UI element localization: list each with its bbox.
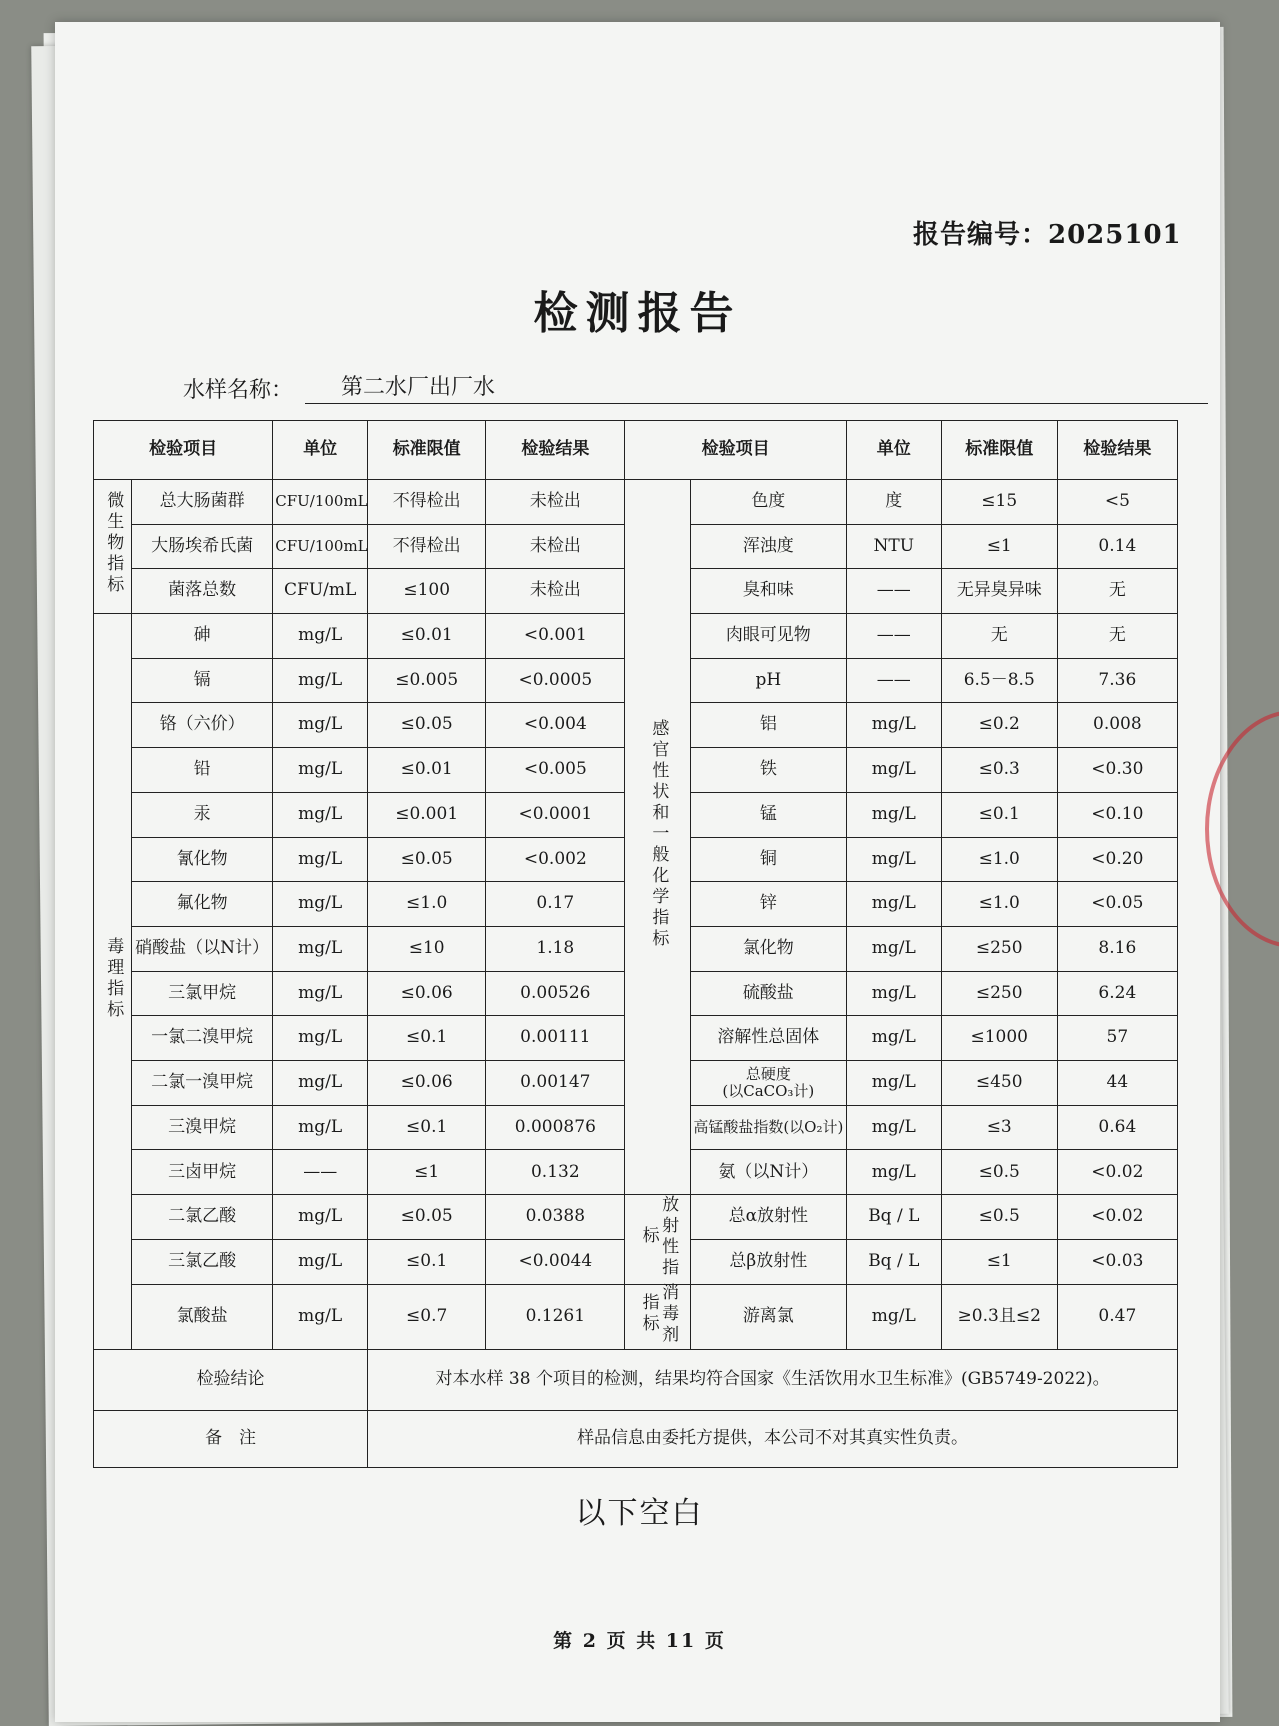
right-limit: ≤1000 [941, 1016, 1057, 1061]
right-result: <0.20 [1057, 837, 1177, 882]
right-unit: —— [846, 569, 941, 614]
left-unit: mg/L [273, 658, 368, 703]
right-result: <0.02 [1057, 1195, 1177, 1240]
sample-name-label: 水样名称： [183, 378, 294, 403]
right-item: 总硬度 (以CaCO₃计) [690, 1061, 846, 1106]
right-item: 色度 [690, 479, 846, 524]
left-limit: ≤1 [368, 1150, 486, 1195]
left-limit: ≤0.1 [368, 1105, 486, 1150]
left-item: 氟化物 [131, 882, 272, 927]
right-unit: mg/L [846, 1284, 941, 1350]
right-result: <0.02 [1057, 1150, 1177, 1195]
left-result: 0.132 [486, 1150, 625, 1195]
right-unit: NTU [846, 524, 941, 569]
left-item: 三氯乙酸 [131, 1239, 272, 1284]
left-limit: ≤0.06 [368, 1061, 486, 1106]
left-result: 0.00111 [486, 1016, 625, 1061]
group-micro [94, 479, 132, 613]
header-result-right: 检验结果 [1057, 421, 1177, 480]
left-item: 镉 [131, 658, 272, 703]
right-result: 57 [1057, 1016, 1177, 1061]
right-result: 44 [1057, 1061, 1177, 1106]
left-limit: 不得检出 [368, 479, 486, 524]
left-unit: CFU/100mL [273, 479, 368, 524]
right-limit: ≤0.1 [941, 792, 1057, 837]
left-item: 大肠埃希氏菌 [131, 524, 272, 569]
right-item: 锰 [690, 792, 846, 837]
group-micro-text: 微生物指标 [103, 491, 124, 597]
right-item: 总α放射性 [690, 1195, 846, 1240]
right-limit: 无异臭异味 [941, 569, 1057, 614]
right-unit: mg/L [846, 1150, 941, 1195]
group-toxic-text: 毒理指标 [103, 936, 124, 1021]
right-limit: 无 [941, 614, 1057, 659]
right-item: 总β放射性 [690, 1239, 846, 1284]
group-radio [625, 1195, 690, 1284]
report-title: 检测报告 [533, 288, 742, 339]
left-result: 0.17 [486, 882, 625, 927]
right-limit: ≤1 [941, 1239, 1057, 1284]
left-item: 二氯一溴甲烷 [131, 1061, 272, 1106]
right-unit: mg/L [846, 748, 941, 793]
right-limit: 6.5－8.5 [941, 658, 1057, 703]
left-result: 未检出 [486, 479, 625, 524]
left-result: 0.000876 [486, 1105, 625, 1150]
header-unit-right: 单位 [846, 421, 941, 480]
right-limit: ≤250 [941, 971, 1057, 1016]
group-sensory [625, 479, 690, 1194]
left-result: <0.0005 [486, 658, 625, 703]
table-row [94, 1284, 1178, 1350]
left-limit: ≤0.005 [368, 658, 486, 703]
right-limit: ≤0.2 [941, 703, 1057, 748]
right-item: 氨（以N计） [690, 1150, 846, 1195]
right-limit: ≤1 [941, 524, 1057, 569]
right-unit: mg/L [846, 1105, 941, 1150]
left-result: <0.005 [486, 748, 625, 793]
right-result: 0.47 [1057, 1284, 1177, 1350]
conclusion-text: 对本水样 38 个项目的检测，结果均符合国家《生活饮用水卫生标准》(GB5749-2022)。 [368, 1350, 1178, 1411]
group-radio-text: 放射性指标 [638, 1194, 679, 1279]
left-limit: ≤0.05 [368, 837, 486, 882]
right-item: 铁 [690, 748, 846, 793]
right-limit: ≥0.3且≤2 [941, 1284, 1057, 1350]
table-row [94, 1195, 1178, 1240]
left-unit: mg/L [273, 748, 368, 793]
right-result: <5 [1057, 479, 1177, 524]
left-item: 砷 [131, 614, 272, 659]
left-unit: mg/L [273, 1195, 368, 1240]
right-item: 溶解性总固体 [690, 1016, 846, 1061]
right-limit: ≤0.5 [941, 1195, 1057, 1240]
right-item: 硫酸盐 [690, 971, 846, 1016]
left-limit: ≤0.001 [368, 792, 486, 837]
left-unit: CFU/mL [273, 569, 368, 614]
remark-row [94, 1411, 1178, 1468]
right-limit: ≤1.0 [941, 882, 1057, 927]
right-result: 8.16 [1057, 926, 1177, 971]
left-unit: mg/L [273, 703, 368, 748]
left-unit: CFU/100mL [273, 524, 368, 569]
remark-text: 样品信息由委托方提供，本公司不对其真实性负责。 [368, 1411, 1178, 1468]
left-item: 汞 [131, 792, 272, 837]
left-unit: mg/L [273, 792, 368, 837]
left-item: 总大肠菌群 [131, 479, 272, 524]
right-limit: ≤3 [941, 1105, 1057, 1150]
conclusion-row [94, 1350, 1178, 1411]
left-result: <0.0001 [486, 792, 625, 837]
left-unit: mg/L [273, 926, 368, 971]
left-limit: ≤100 [368, 569, 486, 614]
right-limit: ≤15 [941, 479, 1057, 524]
left-unit: mg/L [273, 1061, 368, 1106]
left-unit: mg/L [273, 614, 368, 659]
right-result: 0.64 [1057, 1105, 1177, 1150]
right-item: 游离氯 [690, 1284, 846, 1350]
header-unit-left: 单位 [273, 421, 368, 480]
right-item: 臭和味 [690, 569, 846, 614]
right-unit: mg/L [846, 1016, 941, 1061]
right-result: 0.14 [1057, 524, 1177, 569]
left-result: 未检出 [486, 524, 625, 569]
left-limit: ≤1.0 [368, 882, 486, 927]
right-unit: —— [846, 614, 941, 659]
left-item: 铬（六价） [131, 703, 272, 748]
right-limit: ≤0.3 [941, 748, 1057, 793]
group-toxic [94, 614, 132, 1350]
right-limit: ≤250 [941, 926, 1057, 971]
right-unit: mg/L [846, 703, 941, 748]
test-results-table [93, 420, 1178, 1468]
right-limit: ≤450 [941, 1061, 1057, 1106]
header-result-left: 检验结果 [486, 421, 625, 480]
left-unit: —— [273, 1150, 368, 1195]
right-item: 高锰酸盐指数(以O₂计) [690, 1105, 846, 1150]
right-result: <0.03 [1057, 1239, 1177, 1284]
left-result: <0.004 [486, 703, 625, 748]
left-unit: mg/L [273, 837, 368, 882]
right-result: 6.24 [1057, 971, 1177, 1016]
right-unit: mg/L [846, 926, 941, 971]
left-item: 氰化物 [131, 837, 272, 882]
right-result: <0.10 [1057, 792, 1177, 837]
left-item: 硝酸盐（以N计） [131, 926, 272, 971]
group-sensory-text: 感官性状和一般化学指标 [648, 718, 669, 950]
conclusion-label: 检验结论 [94, 1350, 368, 1411]
right-item: 铜 [690, 837, 846, 882]
sample-name-value: 第二水厂出厂水 [305, 370, 1208, 404]
left-item: 三氯甲烷 [131, 971, 272, 1016]
left-result: <0.002 [486, 837, 625, 882]
right-item: pH [690, 658, 846, 703]
right-result: 7.36 [1057, 658, 1177, 703]
right-unit: mg/L [846, 837, 941, 882]
right-result: <0.05 [1057, 882, 1177, 927]
right-unit: —— [846, 658, 941, 703]
left-limit: ≤0.05 [368, 1195, 486, 1240]
right-result: <0.30 [1057, 748, 1177, 793]
left-item: 一氯二溴甲烷 [131, 1016, 272, 1061]
left-limit: ≤0.7 [368, 1284, 486, 1350]
right-result: 无 [1057, 614, 1177, 659]
table-header-row [94, 421, 1178, 480]
left-limit: ≤0.05 [368, 703, 486, 748]
header-item-right: 检验项目 [625, 421, 846, 480]
left-item: 二氯乙酸 [131, 1195, 272, 1240]
left-limit: 不得检出 [368, 524, 486, 569]
report-number: 报告编号：2025101 [913, 220, 1182, 250]
left-result: <0.0044 [486, 1239, 625, 1284]
left-item: 铅 [131, 748, 272, 793]
right-limit: ≤0.5 [941, 1150, 1057, 1195]
sample-name [183, 370, 1208, 404]
left-item: 菌落总数 [131, 569, 272, 614]
left-item: 三溴甲烷 [131, 1105, 272, 1150]
left-limit: ≤0.06 [368, 971, 486, 1016]
right-unit: Bq / L [846, 1195, 941, 1240]
remark-label: 备 注 [94, 1411, 368, 1468]
right-item: 浑浊度 [690, 524, 846, 569]
right-item: 锌 [690, 882, 846, 927]
right-unit: mg/L [846, 1061, 941, 1106]
right-result: 0.008 [1057, 703, 1177, 748]
right-unit: 度 [846, 479, 941, 524]
group-disinfect [625, 1284, 690, 1350]
page-number: 第 2 页 共 11 页 [553, 1630, 726, 1652]
right-item: 氯化物 [690, 926, 846, 971]
left-unit: mg/L [273, 882, 368, 927]
right-unit: mg/L [846, 882, 941, 927]
left-unit: mg/L [273, 1016, 368, 1061]
right-limit: ≤1.0 [941, 837, 1057, 882]
header-limit-right: 标准限值 [941, 421, 1057, 480]
header-limit-left: 标准限值 [368, 421, 486, 480]
left-result: 0.1261 [486, 1284, 625, 1350]
left-unit: mg/L [273, 1105, 368, 1150]
left-result: 0.00147 [486, 1061, 625, 1106]
left-limit: ≤10 [368, 926, 486, 971]
right-item: 肉眼可见物 [690, 614, 846, 659]
right-item: 铝 [690, 703, 846, 748]
left-unit: mg/L [273, 1239, 368, 1284]
left-limit: ≤0.1 [368, 1016, 486, 1061]
left-result: 1.18 [486, 926, 625, 971]
blank-below-note: 以下空白 [575, 1496, 704, 1531]
header-item-left: 检验项目 [94, 421, 273, 480]
left-limit: ≤0.01 [368, 614, 486, 659]
left-unit: mg/L [273, 971, 368, 1016]
left-result: <0.001 [486, 614, 625, 659]
right-unit: mg/L [846, 792, 941, 837]
left-unit: mg/L [273, 1284, 368, 1350]
left-limit: ≤0.01 [368, 748, 486, 793]
left-result: 未检出 [486, 569, 625, 614]
group-disinfect-text: 消毒剂指标 [638, 1282, 679, 1346]
right-unit: Bq / L [846, 1239, 941, 1284]
right-result: 无 [1057, 569, 1177, 614]
left-result: 0.0388 [486, 1195, 625, 1240]
left-limit: ≤0.1 [368, 1239, 486, 1284]
right-unit: mg/L [846, 971, 941, 1016]
left-item: 三卤甲烷 [131, 1150, 272, 1195]
left-result: 0.00526 [486, 971, 625, 1016]
table-row [94, 479, 1178, 524]
left-item: 氯酸盐 [131, 1284, 272, 1350]
